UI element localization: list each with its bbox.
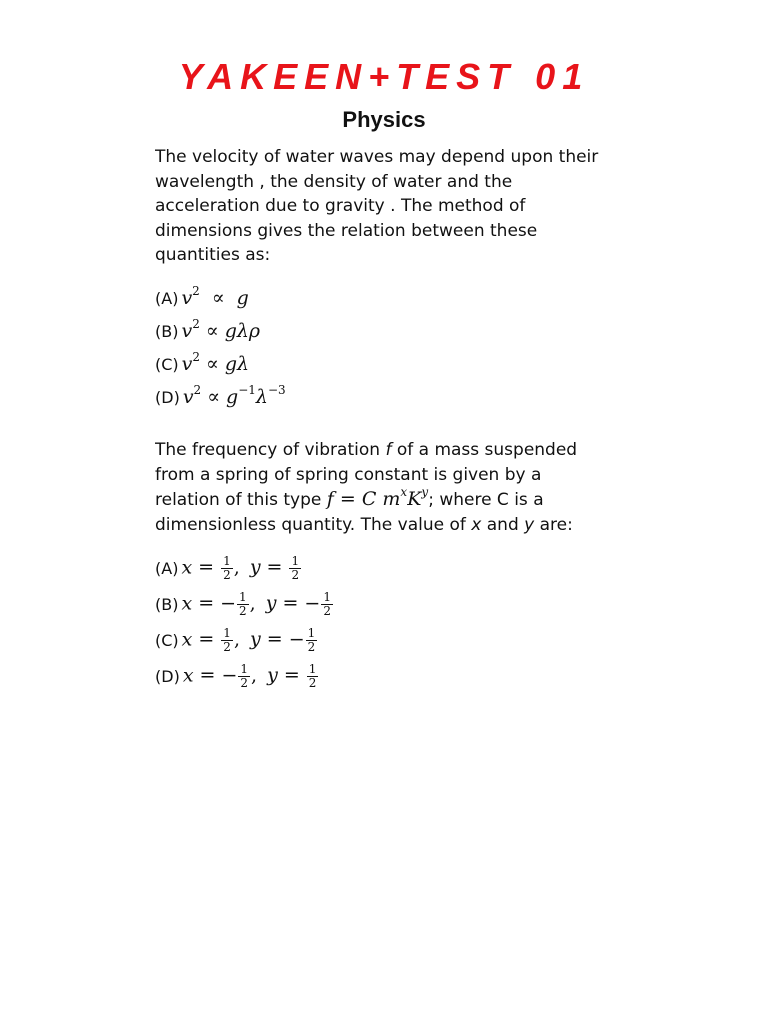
option-math: x = $\frac{1}{2}$ , y = $\frac{1}{2}$ bbox=[181, 553, 300, 582]
option-label: (C) bbox=[155, 354, 179, 374]
fraction: $\frac{1}{2}$ bbox=[223, 553, 231, 582]
question-2-text bbox=[155, 438, 625, 537]
question-1-line: quantities as: bbox=[155, 245, 271, 266]
option-label: (B) bbox=[155, 321, 179, 341]
option-math: x = $\frac{1}{2}$ , y = − $\frac{1}{2}$ bbox=[181, 625, 316, 654]
option-q1-c[interactable] bbox=[155, 349, 249, 379]
question-1-line: dimensions gives the relation between these bbox=[155, 220, 538, 241]
option-label: (C) bbox=[155, 630, 179, 650]
text-run: relation of this type bbox=[155, 490, 327, 511]
question-1-line: wavelength , the density of water and the bbox=[155, 171, 513, 192]
option-q2-c[interactable] bbox=[155, 625, 318, 655]
option-math: $v^2 \propto g\lambda$ bbox=[181, 350, 250, 375]
subject-heading: Physics bbox=[342, 107, 426, 132]
option-q2-a[interactable] bbox=[155, 553, 302, 583]
variable-y: y bbox=[524, 514, 535, 535]
text-run: of a mass suspended bbox=[391, 440, 578, 460]
question-1-line: acceleration due to gravity . The method of bbox=[155, 196, 526, 217]
option-label: (A) bbox=[155, 558, 179, 578]
variable-x: x bbox=[471, 514, 482, 535]
option-q2-b[interactable] bbox=[155, 589, 334, 619]
variable-f: f bbox=[385, 440, 392, 460]
fraction: $\frac{1}{2}$ bbox=[223, 625, 231, 654]
option-math: $v^2 \propto g$ bbox=[181, 284, 249, 309]
question-2-line: from a spring of spring constant is given by a bbox=[155, 464, 542, 485]
text-run: ; where C is a bbox=[428, 490, 544, 511]
fraction: $\frac{1}{2}$ bbox=[308, 661, 317, 690]
option-label: (D) bbox=[155, 387, 180, 407]
option-q2-d[interactable] bbox=[155, 661, 319, 691]
option-q1-d[interactable] bbox=[155, 382, 286, 412]
question-1-text bbox=[155, 145, 620, 268]
text-run: The frequency of vibration bbox=[155, 440, 386, 460]
test-title: YAKEEN+TEST 01 bbox=[178, 56, 590, 97]
option-math: $v^2 \propto g^{-1}\lambda^{-3}$ bbox=[182, 383, 286, 408]
fraction: $\frac{1}{2}$ bbox=[323, 589, 331, 618]
question-2-line bbox=[155, 487, 625, 513]
option-q1-a[interactable] bbox=[155, 283, 249, 313]
option-label: (A) bbox=[155, 288, 179, 308]
fraction: $\frac{1}{2}$ bbox=[239, 589, 247, 618]
question-2-line bbox=[155, 513, 625, 538]
fraction: $\frac{1}{2}$ bbox=[291, 553, 300, 582]
text-run: are: bbox=[534, 514, 573, 535]
text-run: and bbox=[481, 514, 525, 535]
text-run: dimensionless quantity. The value of bbox=[155, 514, 472, 535]
formula: f = C $m^xK^y$ bbox=[326, 485, 429, 511]
question-2-line bbox=[155, 438, 625, 463]
question-1-line: The velocity of water waves may depend upon their bbox=[155, 147, 599, 167]
fraction: $\frac{1}{2}$ bbox=[240, 661, 249, 690]
option-math: $v^2 \propto g\lambda\rho$ bbox=[181, 317, 261, 342]
option-math: x = − $\frac{1}{2}$ , y = − $\frac{1}{2}$ bbox=[181, 589, 331, 618]
option-label: (B) bbox=[155, 594, 179, 614]
option-math: x = − $\frac{1}{2}$ , y = $\frac{1}{2}$ bbox=[182, 661, 317, 690]
option-q1-b[interactable] bbox=[155, 316, 260, 346]
option-label: (D) bbox=[155, 666, 180, 686]
fraction: $\frac{1}{2}$ bbox=[307, 625, 316, 654]
